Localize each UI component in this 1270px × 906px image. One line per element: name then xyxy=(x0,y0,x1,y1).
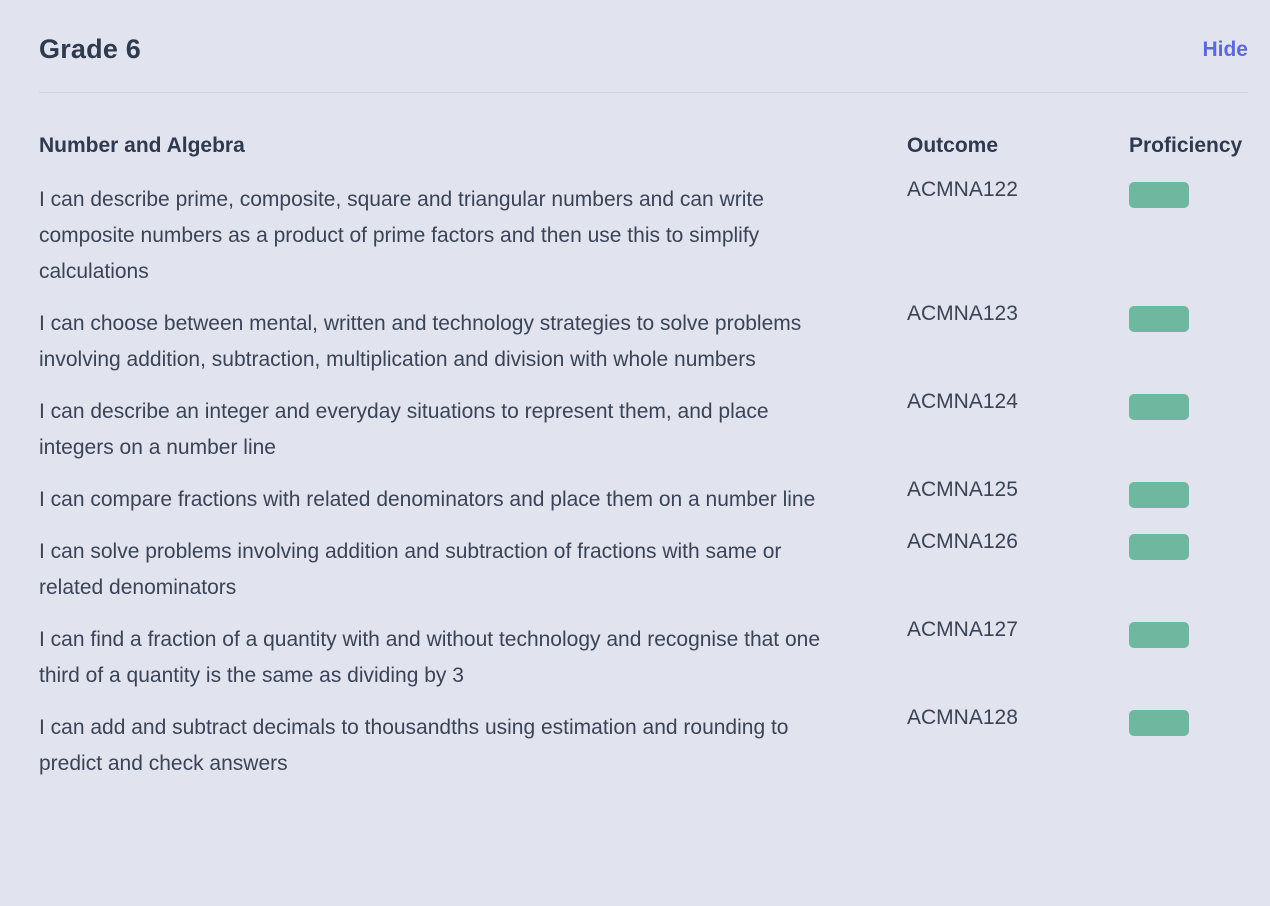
outcome-code: ACMNA125 xyxy=(907,478,1018,501)
table-row xyxy=(39,478,1249,518)
outcome-description: I can add and subtract decimals to thousandths using estimation and rounding to predict and check answers xyxy=(39,716,789,775)
outcome-code: ACMNA127 xyxy=(907,618,1018,641)
outcome-code: ACMNA122 xyxy=(907,178,1018,201)
outcome-description: I can choose between mental, written and technology strategies to solve problems involving addition, subtraction, multiplication and division with whole numbers xyxy=(39,312,802,371)
proficiency-indicator[interactable] xyxy=(1129,622,1189,648)
table-row xyxy=(39,530,1249,606)
proficiency-indicator[interactable] xyxy=(1129,306,1189,332)
outcome-code: ACMNA124 xyxy=(907,390,1018,413)
outcome-description: I can describe prime, composite, square and triangular numbers and can write composite numbers as a product of prime factors and then use this to simplify calculations xyxy=(39,188,764,283)
proficiency-indicator[interactable] xyxy=(1129,394,1189,420)
outcome-description: I can solve problems involving addition and subtraction of fractions with same or related denominators xyxy=(39,540,782,599)
proficiency-indicator[interactable] xyxy=(1129,182,1189,208)
proficiency-indicator[interactable] xyxy=(1129,710,1189,736)
column-header-outcome: Outcome xyxy=(907,134,999,157)
outcome-description: I can compare fractions with related denominators and place them on a number line xyxy=(39,488,816,511)
outcome-code: ACMNA128 xyxy=(907,706,1018,729)
outcome-description: I can describe an integer and everyday situations to represent them, and place integers on a number line xyxy=(39,400,769,459)
hide-button[interactable]: Hide xyxy=(1202,38,1248,61)
outcome-description: I can find a fraction of a quantity with and without technology and recognise that one third of a quantity is the same as dividing by 3 xyxy=(39,628,821,687)
table-row xyxy=(39,178,1249,290)
table-row xyxy=(39,618,1249,694)
column-header-proficiency: Proficiency xyxy=(1129,134,1243,157)
outcome-code: ACMNA126 xyxy=(907,530,1018,553)
grade-title: Grade 6 xyxy=(39,34,141,64)
outcome-list xyxy=(39,178,1249,808)
column-header-strand: Number and Algebra xyxy=(39,134,245,157)
proficiency-indicator[interactable] xyxy=(1129,534,1189,560)
table-row xyxy=(39,390,1249,466)
table-row xyxy=(39,706,1249,782)
outcome-code: ACMNA123 xyxy=(907,302,1018,325)
grade-header xyxy=(39,30,1248,93)
table-row xyxy=(39,302,1249,378)
proficiency-indicator[interactable] xyxy=(1129,482,1189,508)
